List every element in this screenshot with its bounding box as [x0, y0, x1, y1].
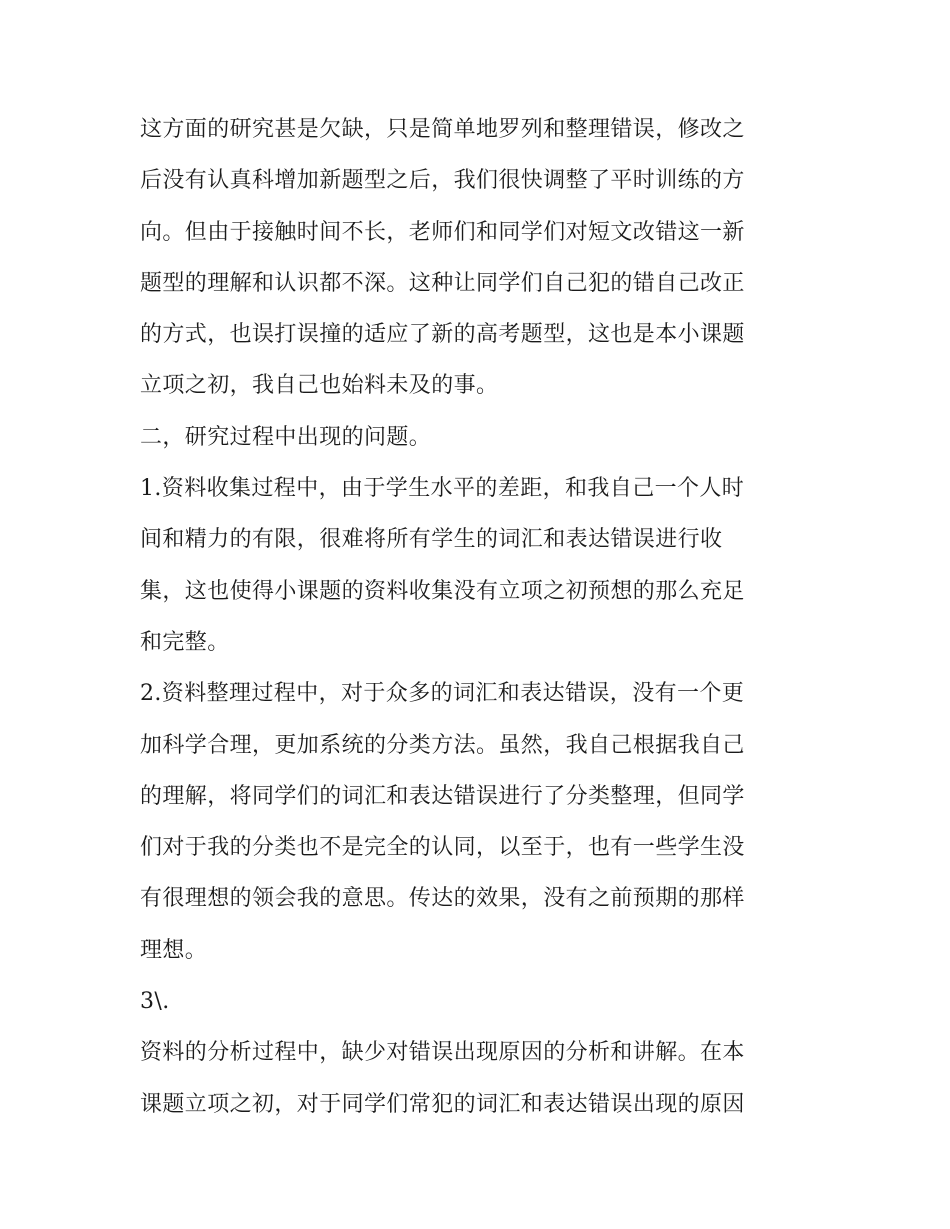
text-line: 课题立项之初，对于同学们常犯的词汇和表达错误出现的原因 [140, 1091, 745, 1117]
text-line: 和完整。 [140, 629, 230, 655]
text-line: 2.资料整理过程中，对于众多的词汇和表达错误，没有一个更 [140, 681, 745, 707]
text-line: 的理解，将同学们的词汇和表达错误进行了分类整理，但同学 [140, 783, 745, 809]
text-line: 后没有认真科增加新题型之后，我们很快调整了平时训练的方 [140, 168, 745, 194]
text-line: 集，这也使得小课题的资料收集没有立项之初预想的那么充足 [140, 578, 745, 604]
text-line: 题型的理解和认识都不深。这种让同学们自己犯的错自己改正 [140, 270, 745, 296]
text-line: 有很理想的领会我的意思。传达的效果，没有之前预期的那样 [140, 886, 745, 912]
text-line: 理想。 [140, 937, 208, 963]
list-number: 3\. [140, 989, 170, 1015]
text-line: 加科学合理，更加系统的分类方法。虽然，我自己根据我自己 [140, 732, 745, 758]
section-heading: 二，研究过程中出现的问题。 [140, 424, 432, 450]
text-line: 们对于我的分类也不是完全的认同，以至于，也有一些学生没 [140, 835, 745, 861]
text-line: 资料的分析过程中，缺少对错误出现原因的分析和讲解。在本 [140, 1040, 745, 1066]
text-line: 立项之初，我自己也始料未及的事。 [140, 373, 499, 399]
text-line: 1.资料收集过程中，由于学生水平的差距，和我自己一个人时 [140, 476, 745, 502]
document-body [140, 104, 820, 1130]
text-line: 的方式，也误打误撞的适应了新的高考题型，这也是本小课题 [140, 322, 745, 348]
text-line: 间和精力的有限，很难将所有学生的词汇和表达错误进行收 [140, 527, 723, 553]
text-line: 这方面的研究甚是欠缺，只是简单地罗列和整理错误，修改之 [140, 117, 745, 142]
text-line: 向。但由于接触时间不长，老师们和同学们对短文改错这一新 [140, 219, 745, 245]
